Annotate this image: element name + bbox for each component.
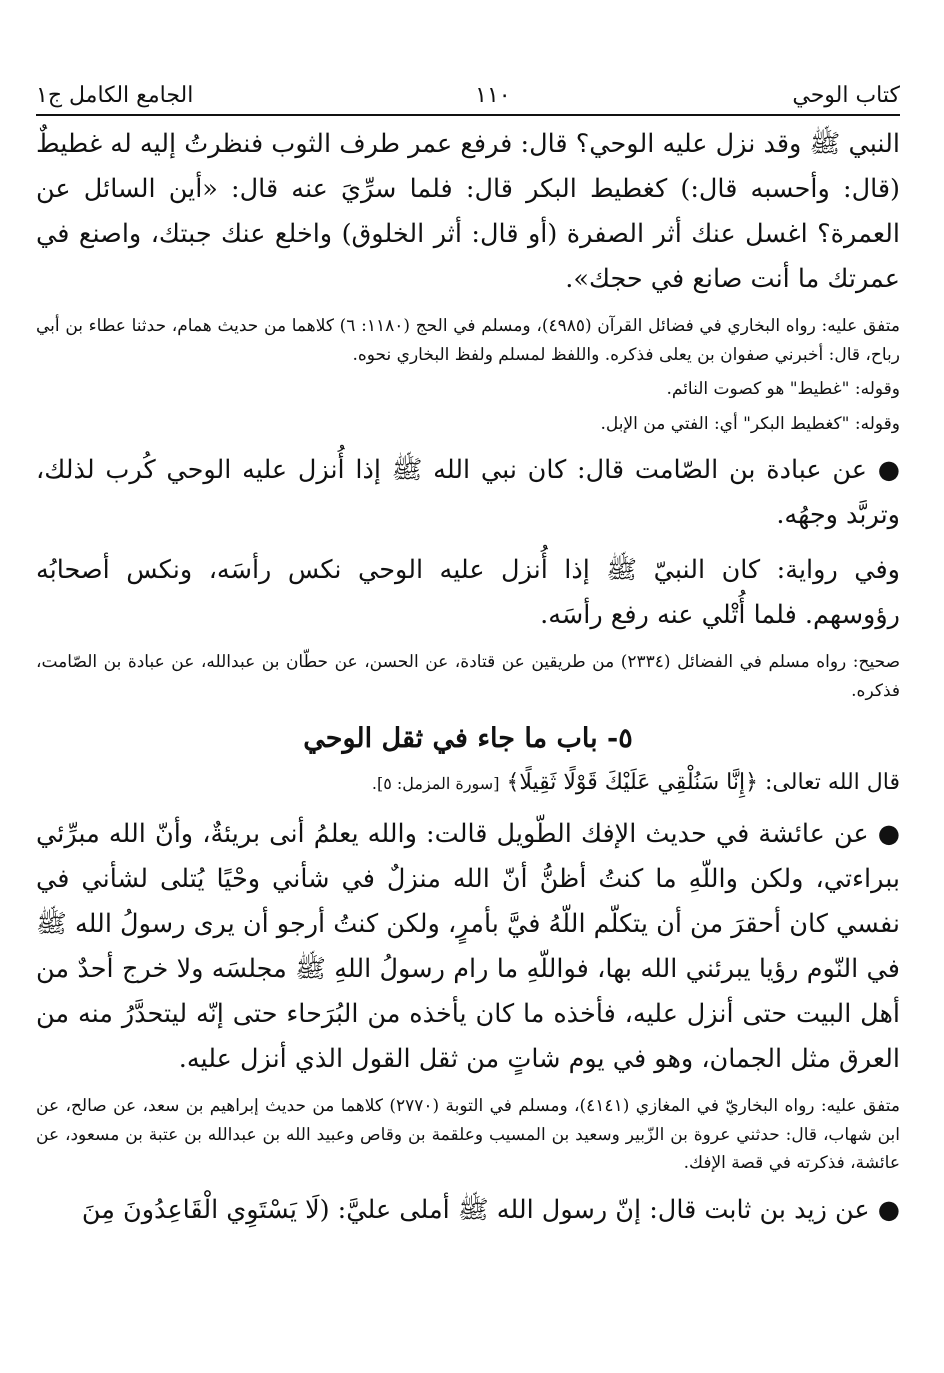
gloss-note: وقوله: "غطيط" هو كصوت النائم. — [666, 379, 900, 399]
takhrij-note: متفق عليه: رواه البخاريّ في المغازي (٤١٤١)، ومسلم في التوبة (٢٧٧٠) كلاهما من حديث إبراهيم بن سعد، عن صالح، عن ابن شهاب، قال: حدثني عروة بن الزّبير وسعيد بن المسيب وعلقمة بن وقاص وعبيد الله بن عبدالله بن عتبة بن مسعود، عن عائشة، فذكرته في قصة الإفك. — [36, 1096, 900, 1173]
verse-text: ﴿إِنَّا سَنُلْقِي عَلَيْكَ قَوْلًا ثَقِيلًا﴾ — [506, 770, 759, 795]
takhrij-note: متفق عليه: رواه البخاري في فضائل القرآن (٤٩٨٥)، ومسلم في الحج (١١٨٠: ٦) كلاهما من حديث همام، حدثنا عطاء بن أبي رباح، قال: أخبرني صفوان بن يعلى فذكره. واللفظ لمسلم ولفظ البخاري نحوه. — [36, 316, 900, 365]
verse-reference: [سورة المزمل: ٥]. — [371, 774, 500, 793]
page-body — [36, 122, 900, 1243]
hadith-text: ● عن عبادة بن الصّامت قال: كان نبي الله ﷺ إذا أُنزل عليه الوحي كُرب لذلك، وتربَّد وجهُه. — [36, 455, 900, 530]
verse-intro: قال الله تعالى: — [765, 770, 900, 795]
hadith-text: ● عن عائشة في حديث الإفك الطّويل قالت: والله يعلمُ أنى بريئةٌ، وأنّ الله مبرِّئي ببراءتي، ولكن واللّهِ ما كنتُ أظنُّ أنّ الله منزلٌ في شأني وحْيًا يُتلى لشأني في نفسي كان أحقرَ من أن يتكلّم اللّهُ فيَّ بأمرٍ، ولكن كنتُ أرجو أن يرى رسولُ الله ﷺ في النّوم رؤيا يبرئني الله بها، فواللّهِ ما رام رسولُ اللهِ ﷺ مجلسَه ولا خرج أحدٌ من أهل البيت حتى أنزل عليه، فأخذه ما كان يأخذه من البُرَحاء حتى إنّه ليتحدَّرُ منه من العرق مثل الجمان، وهو في يوم شاتٍ من ثقل القول الذي أنزل عليه. — [36, 819, 900, 1074]
page-number: ١١٠ — [475, 83, 511, 108]
takhrij-note: صحيح: رواه مسلم في الفضائل (٢٣٣٤) من طريقين عن قتادة، عن الحسن، عن حطّان بن عبدالله، عن عبادة بن الصّامت، فذكره. — [36, 652, 901, 701]
hadith-text: النبي ﷺ وقد نزل عليه الوحي؟ قال: فرفع عمر طرف الثوب فنظرتُ إليه له غطيطٌ (قال: وأحسبه قال:) كغطيط البكر قال: فلما سرِّيَ عنه قال: «أين السائل عن العمرة؟ اغسل عنك أثر الصفرة (أو قال: أثر الخلوق) واخلع عنك جبتك، واصنع في عمرتك ما أنت صانع في حجك». — [36, 129, 900, 294]
page-header — [36, 64, 900, 116]
book-title: كتاب الوحي — [792, 83, 900, 108]
hadith-variant: وفي رواية: كان النبيّ ﷺ إذا أُنزل عليه الوحي نكس رأسَه، ونكس أصحابُه رؤوسهم. فلما أُتْلي عنه رفع رأسَه. — [36, 555, 900, 630]
series-title: الجامع الكامل ج١ — [36, 83, 194, 108]
gloss-note: وقوله: "كغطيط البكر" أي: الفتي من الإبل. — [600, 413, 900, 434]
hadith-text: ● عن زيد بن ثابت قال: إنّ رسول الله ﷺ أملى عليَّ: (لَا يَسْتَوِي الْقَاعِدُونَ مِنَ — [81, 1194, 900, 1225]
quran-citation — [36, 763, 900, 804]
chapter-heading: ٥- باب ما جاء في ثقل الوحي — [303, 723, 633, 754]
